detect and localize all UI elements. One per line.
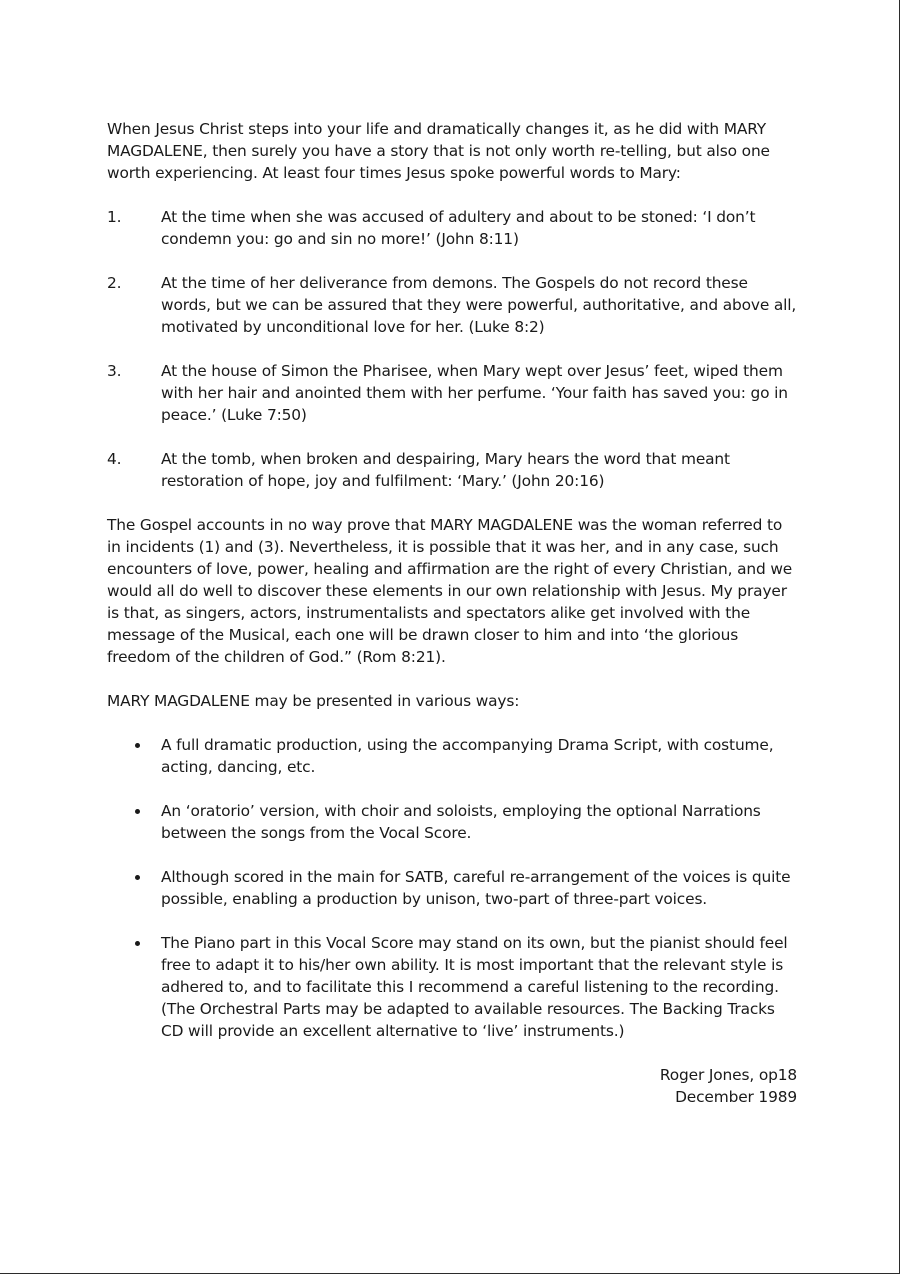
item-text: At the time of her deliverance from demons. The Gospels do not record these words, but we can be assured that they were powerful, authoritative, and above all, motivated by unconditional love for her. (Luke 8:2) bbox=[161, 274, 797, 336]
numbered-item bbox=[107, 360, 797, 426]
bullet-list bbox=[107, 734, 797, 1042]
bullet-text: An ‘oratorio’ version, with choir and soloists, employing the optional Narrations between the songs from the Vocal Score. bbox=[161, 802, 761, 842]
document-body bbox=[107, 118, 797, 1108]
numbered-item bbox=[107, 272, 797, 338]
item-text: At the house of Simon the Pharisee, when Mary wept over Jesus’ feet, wiped them with her hair and anointed them with her perfume. ‘Your faith has saved you: go in peace.’ (Luke 7:50) bbox=[161, 362, 788, 424]
intro-paragraph: When Jesus Christ steps into your life and dramatically changes it, as he did with MARY MAGDALENE, then surely you have a story that is not only worth re-telling, but also one worth experiencing. At least four times Jesus spoke powerful words to Mary: bbox=[107, 120, 770, 182]
signature-date: December 1989 bbox=[675, 1088, 797, 1106]
numbered-item bbox=[107, 206, 797, 250]
bullet-text: Although scored in the main for SATB, careful re-arrangement of the voices is quite possible, enabling a production by unison, two-part of three-part voices. bbox=[161, 868, 791, 908]
bullet-item bbox=[107, 734, 797, 778]
numbered-list bbox=[107, 206, 797, 492]
bullet-item bbox=[107, 932, 797, 1042]
item-number: 2. bbox=[107, 274, 122, 292]
numbered-item bbox=[107, 448, 797, 492]
item-text: At the time when she was accused of adultery and about to be stoned: ‘I don’t condemn you: go and sin no more!’ (John 8:11) bbox=[161, 208, 756, 248]
bullet-icon bbox=[135, 875, 140, 880]
item-number: 4. bbox=[107, 450, 122, 468]
bullet-item bbox=[107, 800, 797, 844]
item-number: 3. bbox=[107, 362, 122, 380]
bullet-text: A full dramatic production, using the accompanying Drama Script, with costume, acting, dancing, etc. bbox=[161, 736, 774, 776]
bullet-icon bbox=[135, 809, 140, 814]
signature-block bbox=[107, 1064, 797, 1108]
presented-intro: MARY MAGDALENE may be presented in various ways: bbox=[107, 692, 520, 710]
item-text: At the tomb, when broken and despairing, Mary hears the word that meant restoration of hope, joy and fulfilment: ‘Mary.’ (John 20:16) bbox=[161, 450, 730, 490]
gospel-paragraph: The Gospel accounts in no way prove that MARY MAGDALENE was the woman referred to in incidents (1) and (3). Nevertheless, it is possible that it was her, and in any case, such encounters of love, power, healing and affirmation are the right of every Christian, and we would all do well to discover these elements in our own relationship with Jesus. My prayer is that, as singers, actors, instrumentalists and spectators alike get involved with the message of the Musical, each one will be drawn closer to him and into ‘the glorious freedom of the children of God.” (Rom 8:21). bbox=[107, 516, 793, 666]
bullet-icon bbox=[135, 743, 140, 748]
author-name: Roger Jones, op18 bbox=[659, 1066, 797, 1084]
item-number: 1. bbox=[107, 208, 122, 226]
bullet-text: The Piano part in this Vocal Score may stand on its own, but the pianist should feel free to adapt it to his/her own ability. It is most important that the relevant style is adhered to, and to facilitate this I recommend a careful listening to the recording. (The Orchestral Parts may be adapted to available resources. The Backing Tracks CD will provide an excellent alternative to ‘live’ instruments.) bbox=[161, 934, 788, 1040]
bullet-item bbox=[107, 866, 797, 910]
bullet-icon bbox=[135, 941, 140, 946]
